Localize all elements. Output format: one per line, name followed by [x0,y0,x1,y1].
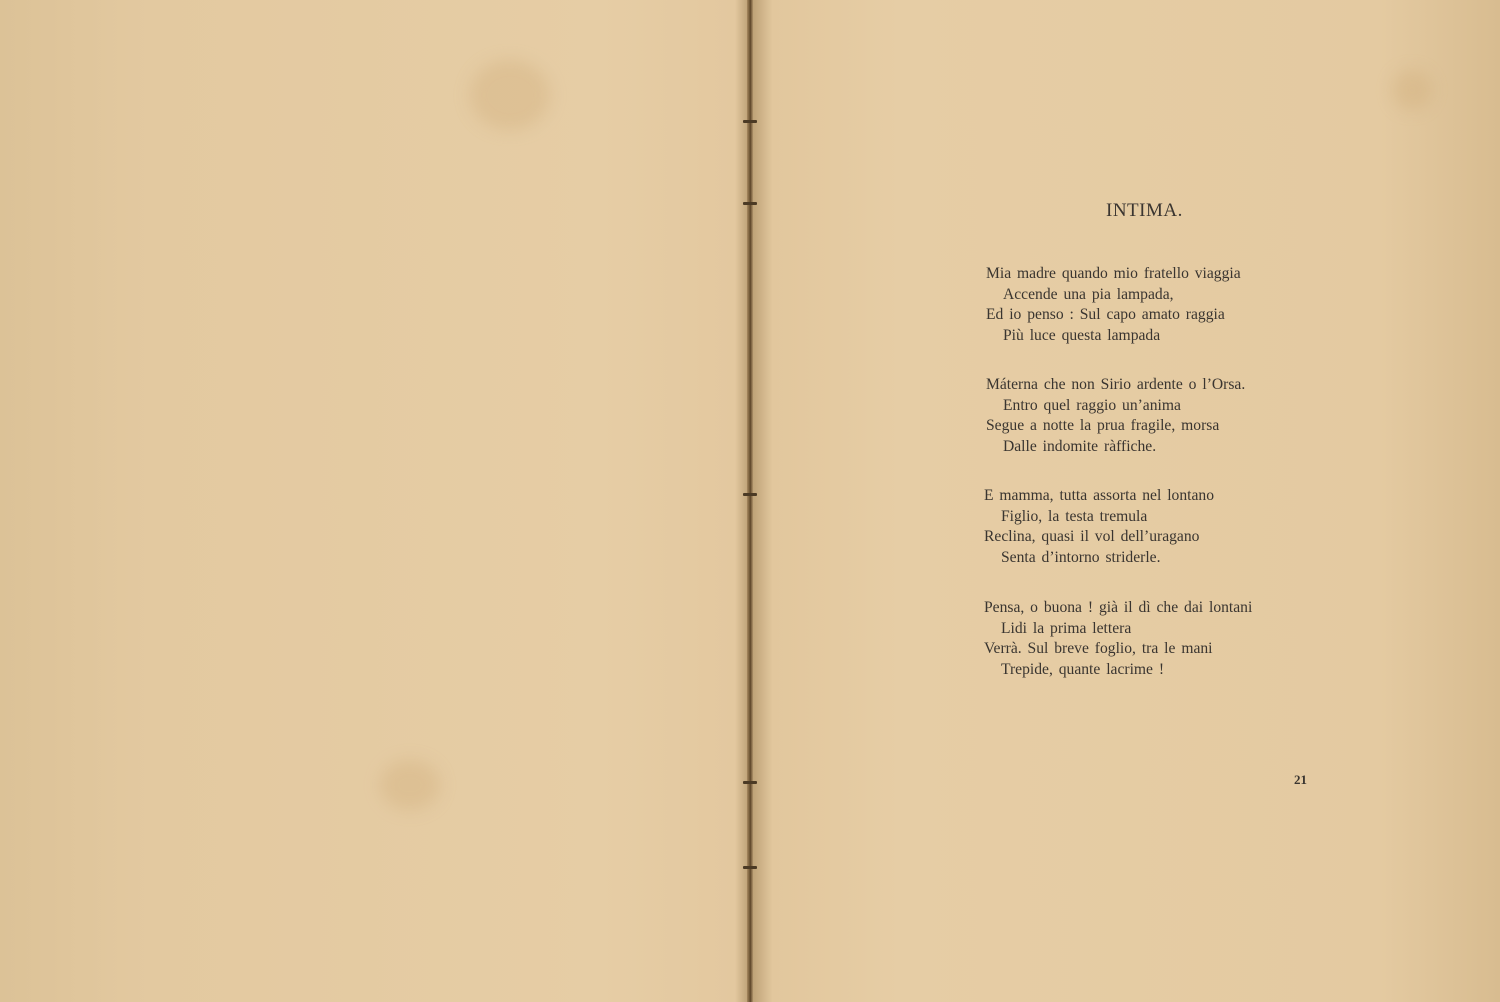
paper-stain [470,60,550,130]
verse-line: E mamma, tutta assorta nel lontano [984,487,1214,504]
verse-line: Senta d’intorno striderle. [1001,548,1161,566]
verse-line: Trepide, quante lacrime ! [1001,660,1165,678]
verse-line: Reclina, quasi il vol dell’uragano [984,528,1200,546]
stanza-2 [986,375,1245,457]
paper-stain [380,760,440,810]
verse-line: Accende una pia lampada, [1003,285,1174,303]
verse-line: Dalle indomite ràffiche. [1003,437,1157,455]
verse-line: Figlio, la testa tremula [1001,507,1148,525]
poem-title: INTIMA. [1106,200,1183,221]
verse-line: Mia madre quando mio fratello viaggia [986,265,1241,282]
verse-line: Pensa, o buona ! già il dì che dai lontani [984,599,1253,616]
verse-line: Segue a notte la prua fragile, morsa [986,417,1220,435]
verse-line: Máterna che non Sirio ardente o l’Orsa. [986,376,1246,393]
stanza-3 [984,486,1214,568]
paper-stain [1392,70,1432,110]
verse-line: Entro quel raggio un’anima [1003,396,1181,414]
verse-line: Lidi la prima lettera [1001,619,1132,637]
verse-line: Più luce questa lampada [1003,326,1161,344]
stanza-1 [986,264,1241,346]
page-number: 21 [1294,772,1307,787]
verse-line: Ed io penso : Sul capo amato raggia [986,306,1225,324]
verse-line: Verrà. Sul breve foglio, tra le mani [984,640,1213,658]
stanza-4 [984,598,1252,680]
